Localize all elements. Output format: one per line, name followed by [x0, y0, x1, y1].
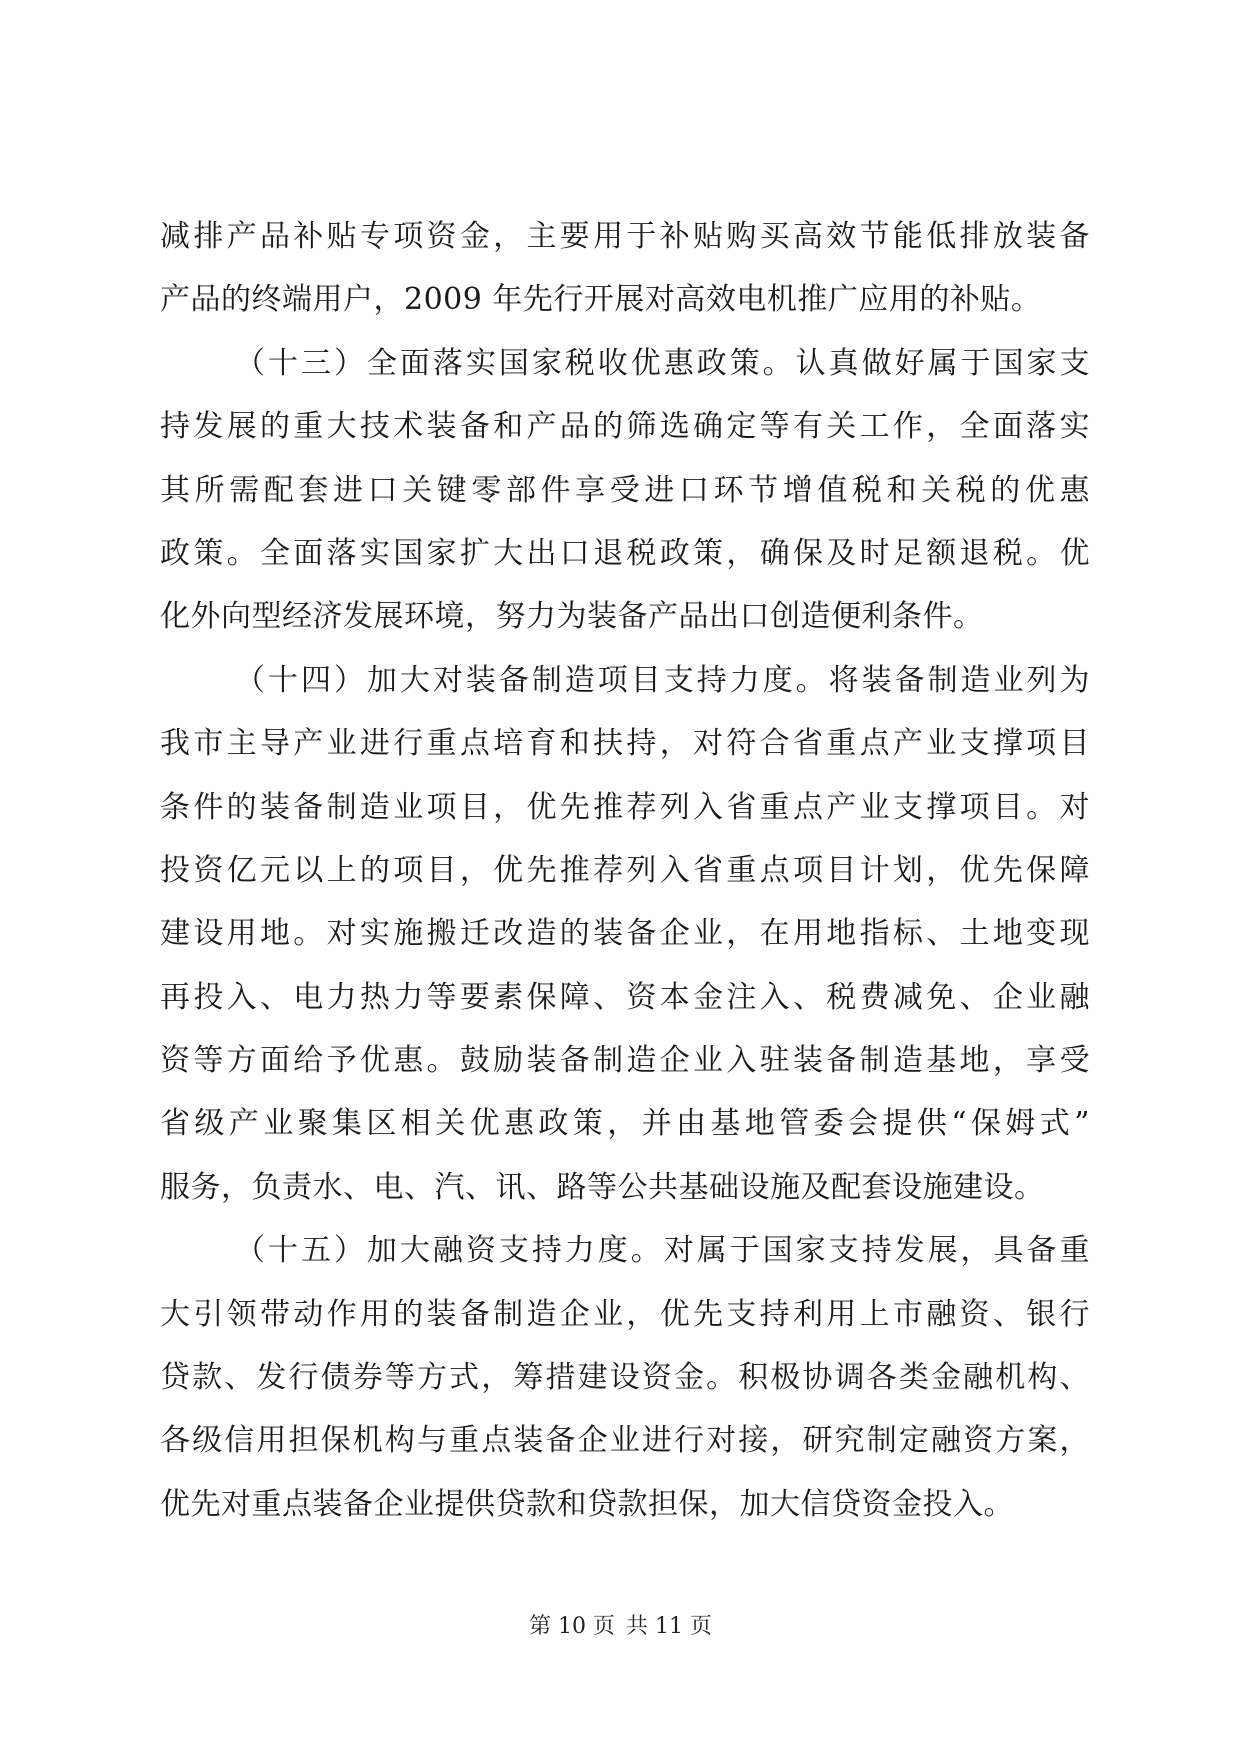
text-line: 服务，负责水、电、汽、讯、路等公共基础设施及配套设施建设。: [160, 1169, 1045, 1205]
page-footer: [0, 1612, 1241, 1642]
text-line: 产品的终端用户，2009 年先行开展对高效电机推广应用的补贴。: [160, 282, 1042, 318]
text-line: 化外向型经济发展环境，努力为装备产品出口创造便利条件。: [160, 599, 984, 635]
text-line: 政策。全面落实国家扩大出口退税政策，确保及时足额退税。优: [160, 535, 1090, 571]
paragraph-14-project-support: [160, 649, 1090, 1220]
paragraph-continued: [160, 205, 1090, 332]
text-line: 各级信用担保机构与重点装备企业进行对接，研究制定融资方案，: [160, 1423, 1090, 1459]
text-line: （十三）全面落实国家税收优惠政策。认真做好属于国家支: [235, 345, 1090, 381]
paragraph-15-financing-support: [160, 1219, 1090, 1536]
document-body: [160, 205, 1090, 1536]
text-line: 持发展的重大技术装备和产品的筛选确定等有关工作，全面落实: [160, 409, 1090, 445]
text-line: （十五）加大融资支持力度。对属于国家支持发展，具备重: [235, 1233, 1090, 1269]
page-total: 共 11 页: [626, 1614, 712, 1639]
text-line: 其所需配套进口关键零部件享受进口环节增值税和关税的优惠: [160, 472, 1090, 508]
text-line: 大引领带动作用的装备制造企业，优先支持利用上市融资、银行: [160, 1296, 1090, 1332]
text-line: 省级产业聚集区相关优惠政策，并由基地管委会提供“保姆式”: [160, 1106, 1090, 1142]
text-line: 优先对重点装备企业提供贷款和贷款担保，加大信贷资金投入。: [160, 1486, 1014, 1522]
text-line: 再投入、电力热力等要素保障、资本金注入、税费减免、企业融: [160, 979, 1090, 1015]
text-line: 条件的装备制造业项目，优先推荐列入省重点产业支撑项目。对: [160, 789, 1090, 825]
paragraph-13-tax-policy: [160, 332, 1090, 649]
text-line: （十四）加大对装备制造项目支持力度。将装备制造业列为: [235, 662, 1090, 698]
text-line: 建设用地。对实施搬迁改造的装备企业，在用地指标、土地变现: [160, 916, 1090, 952]
text-line: 资等方面给予优惠。鼓励装备制造企业入驻装备制造基地，享受: [160, 1043, 1090, 1079]
text-line: 减排产品补贴专项资金，主要用于补贴购买高效节能低排放装备: [160, 219, 1090, 254]
page-number: 第 10 页: [529, 1614, 615, 1639]
text-line: 我市主导产业进行重点培育和扶持，对符合省重点产业支撑项目: [160, 726, 1090, 762]
text-line: 贷款、发行债券等方式，筹措建设资金。积极协调各类金融机构、: [160, 1360, 1090, 1396]
text-line: 投资亿元以上的项目，优先推荐列入省重点项目计划，优先保障: [160, 852, 1090, 888]
